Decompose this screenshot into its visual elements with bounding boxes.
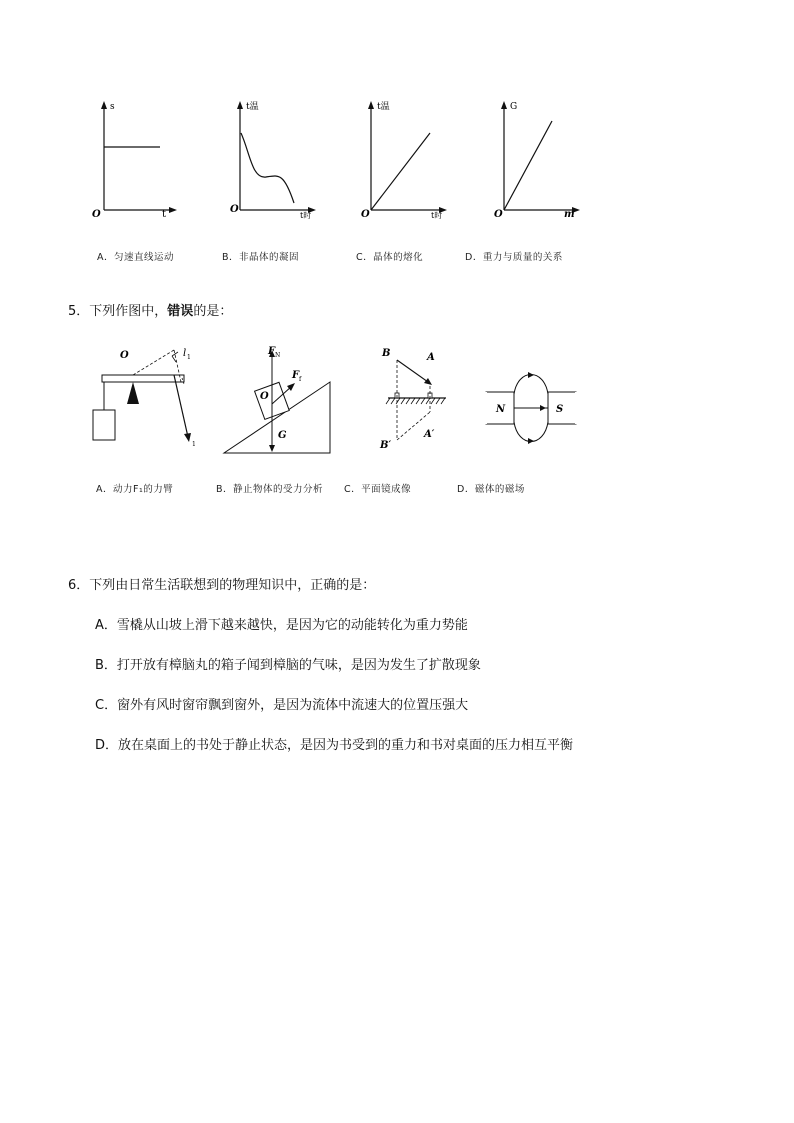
lever-force-sub: 1 xyxy=(192,441,196,448)
q4-caption-d: D．重力与质量的关系 xyxy=(465,252,563,263)
mirror-image-a-label: A′ xyxy=(424,429,435,440)
q5-number: 5 xyxy=(68,304,77,319)
q5-stem xyxy=(68,300,232,319)
graph-c-origin: O xyxy=(361,209,370,220)
graph-b-y-label: t温 xyxy=(246,102,259,112)
magnet-north-label: N xyxy=(496,404,506,415)
q5-caption-a: A．动力F₁的力臂 xyxy=(96,484,174,495)
incline-gravity-label: G xyxy=(278,430,287,441)
q5-caption-c: C．平面镜成像 xyxy=(344,484,412,495)
graph-d-origin: O xyxy=(494,209,503,220)
mirror-point-b-label: B xyxy=(382,348,391,359)
q6-option-a: A．雪橇从山坡上滑下越来越快，是因为它的动能转化为重力势能 xyxy=(95,618,468,633)
q5-stem-prefix: ．下列作图中， xyxy=(76,304,168,319)
graph-b-x-label: t时 xyxy=(300,211,312,220)
graph-b xyxy=(224,95,319,225)
magnet-figure xyxy=(482,358,582,458)
q4-caption-b: B．非晶体的凝固 xyxy=(222,252,300,263)
incline-normal-label: F xyxy=(268,346,276,357)
magnet-south-label: S xyxy=(556,404,564,415)
lever-figure xyxy=(86,342,206,457)
graph-a-origin: O xyxy=(92,209,101,220)
lever-arm-sub: 1 xyxy=(187,354,191,361)
graph-d xyxy=(488,95,583,225)
q6-option-d: D．放在桌面上的书处于静止状态，是因为书受到的重力和书对桌面的压力相互平衡 xyxy=(95,738,574,753)
graph-d-y-label: G xyxy=(510,102,518,112)
q5-stem-emphasis: 错误 xyxy=(167,304,194,319)
incline-center-label: O xyxy=(260,391,269,402)
incline-normal-sub: N xyxy=(275,352,281,359)
q6-stem-text: ．下列由日常生活联想到的物理知识中，正确的是： xyxy=(76,578,376,593)
graph-a xyxy=(88,95,178,225)
incline-friction-label: F xyxy=(292,370,300,381)
q6-option-c: C．窗外有风时窗帘飘到窗外，是因为流体中流速大的位置压强大 xyxy=(95,698,469,713)
q5-caption-d: D．磁体的磁场 xyxy=(457,484,525,495)
graph-c-y-label: t温 xyxy=(377,102,390,112)
incline-friction-sub: f xyxy=(299,376,302,383)
graph-a-x-label: t xyxy=(162,209,167,220)
lever-arm-label: l xyxy=(183,348,187,359)
graph-c xyxy=(355,95,450,225)
graph-b-origin: O xyxy=(230,204,239,215)
mirror-point-a-label: A xyxy=(427,352,435,363)
q4-caption-a: A．匀速直线运动 xyxy=(97,252,174,263)
incline-figure xyxy=(222,342,340,457)
q6-option-b: B．打开放有樟脑丸的箱子闻到樟脑的气味，是因为发生了扩散现象 xyxy=(95,658,481,673)
mirror-figure xyxy=(376,342,456,457)
graph-a-y-label: s xyxy=(110,102,115,112)
q6-stem xyxy=(68,574,375,593)
graph-c-x-label: t时 xyxy=(431,211,443,220)
q5-stem-suffix: 的是： xyxy=(193,304,233,319)
lever-pivot-label: O xyxy=(120,350,129,361)
graph-d-x-label: m xyxy=(564,209,575,220)
q6-number: 6 xyxy=(68,578,77,593)
q4-caption-c: C．晶体的熔化 xyxy=(356,252,424,263)
q5-caption-b: B．静止物体的受力分析 xyxy=(216,484,324,495)
mirror-image-b-label: B′ xyxy=(380,440,392,451)
